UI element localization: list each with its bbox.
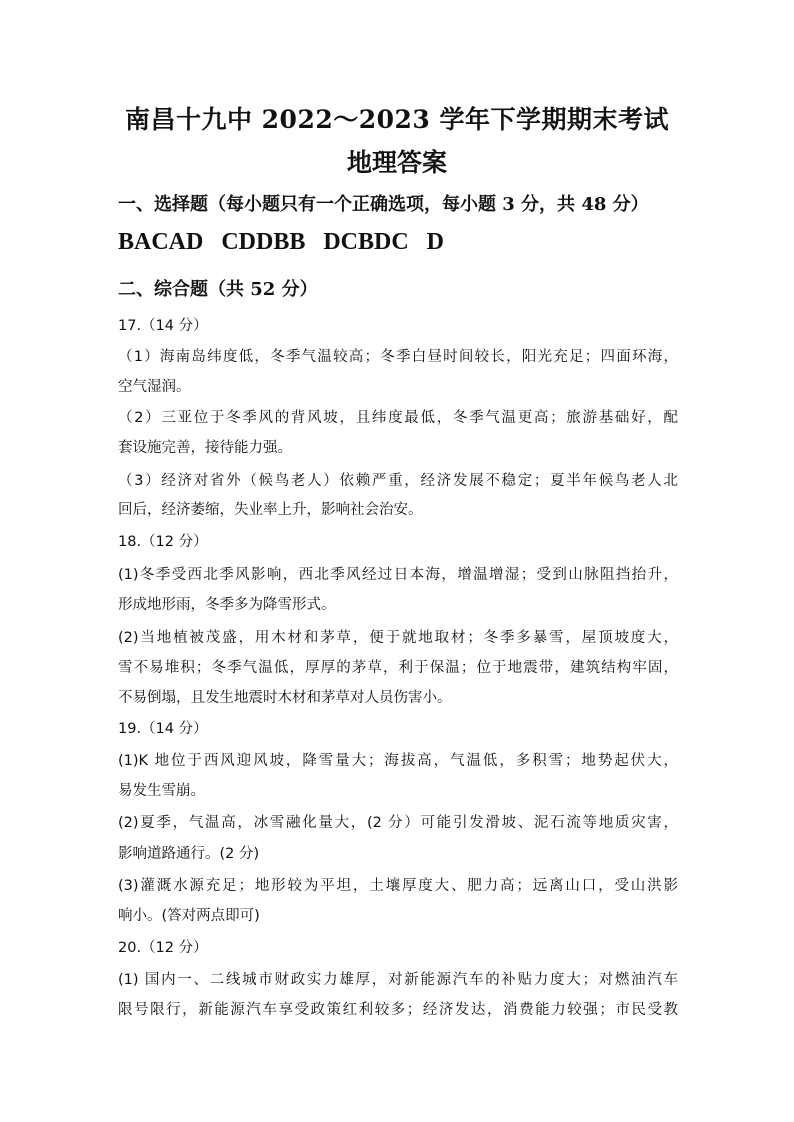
exam-subtitle: 地理答案 <box>346 148 447 177</box>
q17-line: 空气湿润。 <box>118 379 191 395</box>
q19-line: 易发生雪崩。 <box>118 783 205 799</box>
q18-line: 形成地形雨，冬季多为降雪形式。 <box>118 597 336 613</box>
question-18-header: 18.（12 分） <box>118 534 208 550</box>
q19-line: (1)K 地位于西风迎风坡，降雪量大；海拔高，气温低，多积雪；地势起伏大， <box>118 753 678 769</box>
question-20-header: 20.（12 分） <box>118 940 208 956</box>
question-17-header: 17.（14 分） <box>118 318 208 334</box>
choice-answers: BACAD CDDBB DCBDC D <box>118 229 445 255</box>
q19-line: (3)灌溉水源充足；地形较为平坦，土壤厚度大、肥力高；远离山口，受山洪影 <box>118 878 678 894</box>
q20-line: (1) 国内一、二线城市财政实力雄厚，对新能源汽车的补贴力度大；对燃油汽车 <box>118 972 678 988</box>
q18-line: 不易倒塌，且发生地震时木材和茅草对人员伤害小。 <box>118 690 452 706</box>
q18-line: (2)当地植被茂盛，用木材和茅草，便于就地取材；冬季多暴雪，屋顶坡度大， <box>118 630 678 646</box>
q19-line: (2)夏季，气温高，冰雪融化量大，(2 分）可能引发滑坡、泥石流等地质灾害， <box>118 815 678 831</box>
section-comprehensive-heading: 二、综合题（共 52 分） <box>118 279 318 300</box>
exam-title: 南昌十九中 2022～2023 学年下学期期末考试 <box>124 105 670 134</box>
question-19-header: 19.（14 分） <box>118 721 208 737</box>
q17-line: （1）海南岛纬度低，冬季气温较高；冬季白昼时间较长，阳光充足；四面环海， <box>118 349 678 365</box>
q17-line: （3）经济对省外（候鸟老人）依赖严重，经济发展不稳定；夏半年候鸟老人北 <box>118 473 678 489</box>
q17-line: 回后，经济萎缩，失业率上升，影响社会治安。 <box>118 502 423 518</box>
q20-line: 限号限行，新能源汽车享受政策红利较多；经济发达，消费能力较强；市民受教 <box>118 1002 678 1018</box>
q18-line: (1)冬季受西北季风影响，西北季风经过日本海，增温增湿；受到山脉阻挡抬升， <box>118 567 678 583</box>
section-choice-heading: 一、选择题（每小题只有一个正确选项，每小题 3 分，共 48 分） <box>118 194 649 215</box>
q19-line: 响小。(答对两点即可) <box>118 908 260 924</box>
q17-line: 套设施完善，接待能力强。 <box>118 440 292 456</box>
q19-line: 影响道路通行。(2 分) <box>118 846 260 862</box>
q17-line: （2）三亚位于冬季风的背风坡，且纬度最低，冬季气温更高；旅游基础好，配 <box>118 410 678 426</box>
q18-line: 雪不易堆积；冬季气温低，厚厚的茅草，利于保温；位于地震带，建筑结构牢固， <box>118 660 678 676</box>
